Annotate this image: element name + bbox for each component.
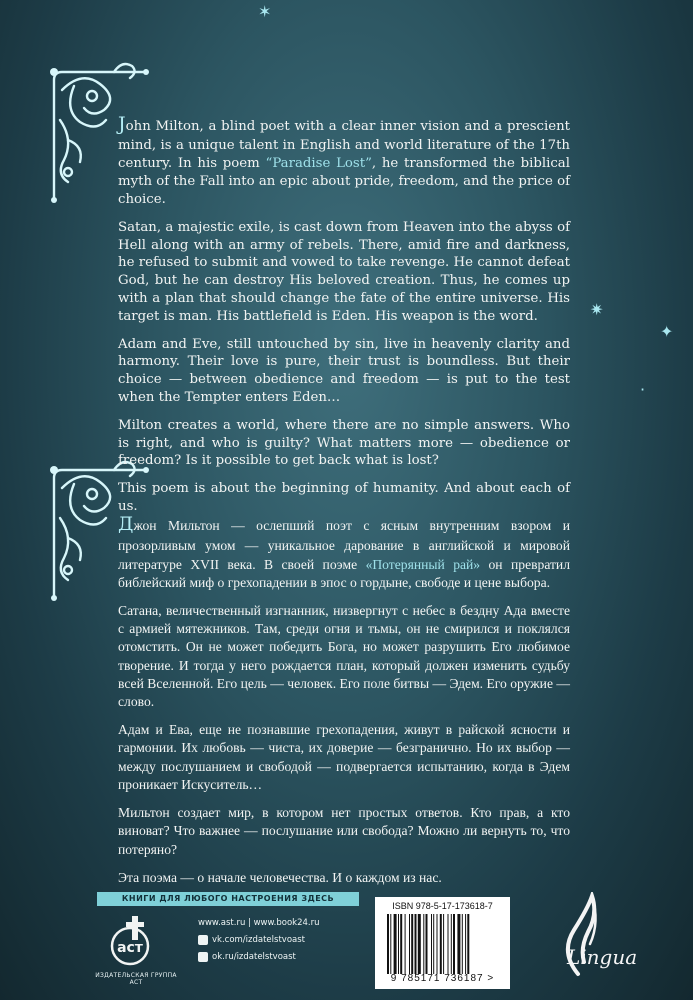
barcode-bar (465, 914, 466, 974)
vk-link-text: vk.com/izdatelstvoast (212, 934, 305, 945)
ast-caption: ИЗДАТЕЛЬСКАЯ ГРУППА АСТ (95, 972, 177, 986)
barcode-bar (411, 914, 413, 974)
ast-logo-text: аст (117, 940, 143, 956)
russian-annotation (118, 512, 570, 897)
ru-p1-text-a: жон Мильтон — ослепший поэт с ясным внутренним взором и прозорливым умом — уникальное дарование в английской и мировой литературе XVII века. В своей поэме (118, 518, 570, 572)
barcode-bar (409, 914, 410, 974)
barcode-bar (398, 914, 399, 974)
en-dropcap: J (118, 113, 126, 135)
barcode-bar (423, 914, 424, 974)
barcode-bar (467, 914, 469, 974)
star-icon: ✷ (590, 300, 604, 319)
ru-paragraph-2: Сатана, величественный изгнанник, низвергнут с небес в бездну Ада вместе с армией мятежников. Там, среди огня и тьмы, он не смирился и поклялся отомстить. Он не может победить Бога, но может разрушить Его любимое творение. И тогда у него рождается план, который должен изменить судьбу всей Вселенной. Его цель — человек. Его поле битвы — Эдем. Его оружие — слово. (118, 603, 570, 710)
barcode-bar (462, 914, 463, 974)
ru-paragraph-4: Мильтон создает мир, в котором нет простых ответов. Кто прав, а кто виноват? Что важнее — послушание или свобода? Можно ли вернуть то, что потеряно? (118, 805, 570, 857)
en-book-title: “Paradise Lost” (265, 156, 372, 172)
star-icon: ✶ (258, 2, 272, 21)
barcode-bar (426, 914, 428, 974)
ru-p1-text-b: он превратил библейский миф о грехопадении в эпос о гордыне, свободе и цене выбора. (118, 556, 570, 590)
barcode-bar (431, 914, 432, 974)
barcode-bar (415, 914, 417, 974)
lingua-imprint: Lingua (567, 945, 638, 969)
ru-book-title: «Потерянный рай» (365, 556, 481, 572)
web-link-text: www.ast.ru | www.book24.ru (198, 917, 320, 928)
ast-logo (102, 912, 162, 968)
ru-paragraph-1 (118, 512, 570, 592)
barcode-bar (437, 914, 438, 974)
web-link[interactable] (198, 914, 320, 931)
promo-banner: КНИГИ ДЛЯ ЛЮБОГО НАСТРОЕНИЯ ЗДЕСЬ (97, 892, 359, 906)
star-icon: · (640, 380, 646, 399)
star-icon: ✦ (660, 322, 674, 341)
barcode-bar (453, 914, 455, 974)
barcode-bar (443, 914, 444, 974)
barcode-bar (448, 914, 449, 974)
ru-paragraph-5: Эта поэма — о начале человечества. И о каждом из нас. (118, 869, 442, 885)
barcode-image (385, 914, 500, 974)
en-paragraph-4: Milton creates a world, where there are no simple answers. Who is right, and who is guilty? What matters more — obedience or freedom? Is it possible to get back what is lost? (118, 417, 570, 469)
en-paragraph-5: This poem is about the beginning of humanity. And about each of us. (118, 481, 570, 515)
publisher-links (198, 914, 320, 965)
en-paragraph-3: Adam and Eve, still untouched by sin, live in heavenly clarity and harmony. Their love is pure, their trust is boundless. But their choice — between obedience and freedom — is put to the test when the Tempter enters Eden… (118, 336, 570, 406)
isbn-barcode-box (375, 897, 510, 989)
barcode-bar (457, 914, 460, 974)
barcode-bar (387, 914, 389, 974)
barcode-bar (440, 914, 442, 974)
ru-dropcap: Д (118, 513, 134, 535)
isbn-label: ISBN 978-5-17-173618-7 (392, 901, 493, 911)
vk-link[interactable] (198, 931, 320, 948)
en-p1-text-b: , he transformed the biblical myth of the Fall into an epic about pride, freedom, and the price of choice. (118, 156, 570, 207)
ru-paragraph-3: Адам и Ева, еще не познавшие грехопадения, живут в райской ясности и гармонии. Их любовь — чиста, их доверие — безгранично. Но их выбор — между послушанием и свободой — подвергается испытанию, когда в Эдем проникает Искуситель… (118, 722, 570, 792)
english-annotation (118, 112, 570, 526)
barcode-bar (394, 914, 397, 974)
ok-link[interactable] (198, 948, 320, 965)
en-paragraph-2: Satan, a majestic exile, is cast down from Heaven into the abyss of Hell along with an army of rebels. There, amid fire and darkness, he refused to submit and vowed to take revenge. He cannot defeat God, but he can destroy His beloved creation. Thus, he comes up with a plan that should change the fate of the entire universe. His target is man. His battlefield is Eden. His weapon is the word. (118, 219, 570, 324)
ok-icon (198, 952, 208, 962)
barcode-bar (418, 914, 421, 974)
barcode-bar (405, 914, 406, 974)
barcode-bar (400, 914, 402, 974)
vk-icon (198, 935, 208, 945)
barcode-number: 9 785171 736187 > (390, 973, 495, 984)
barcode-bar (390, 914, 391, 974)
barcode-bar (433, 914, 434, 974)
barcode-bar (451, 914, 452, 974)
en-paragraph-1 (118, 112, 570, 209)
ok-link-text: ok.ru/izdatelstvoast (212, 951, 296, 962)
en-p1-text-a: ohn Milton, a blind poet with a clear inner vision and a prescient mind, is a unique talent in English and world literature of the 17th century. In his poem (118, 119, 570, 172)
